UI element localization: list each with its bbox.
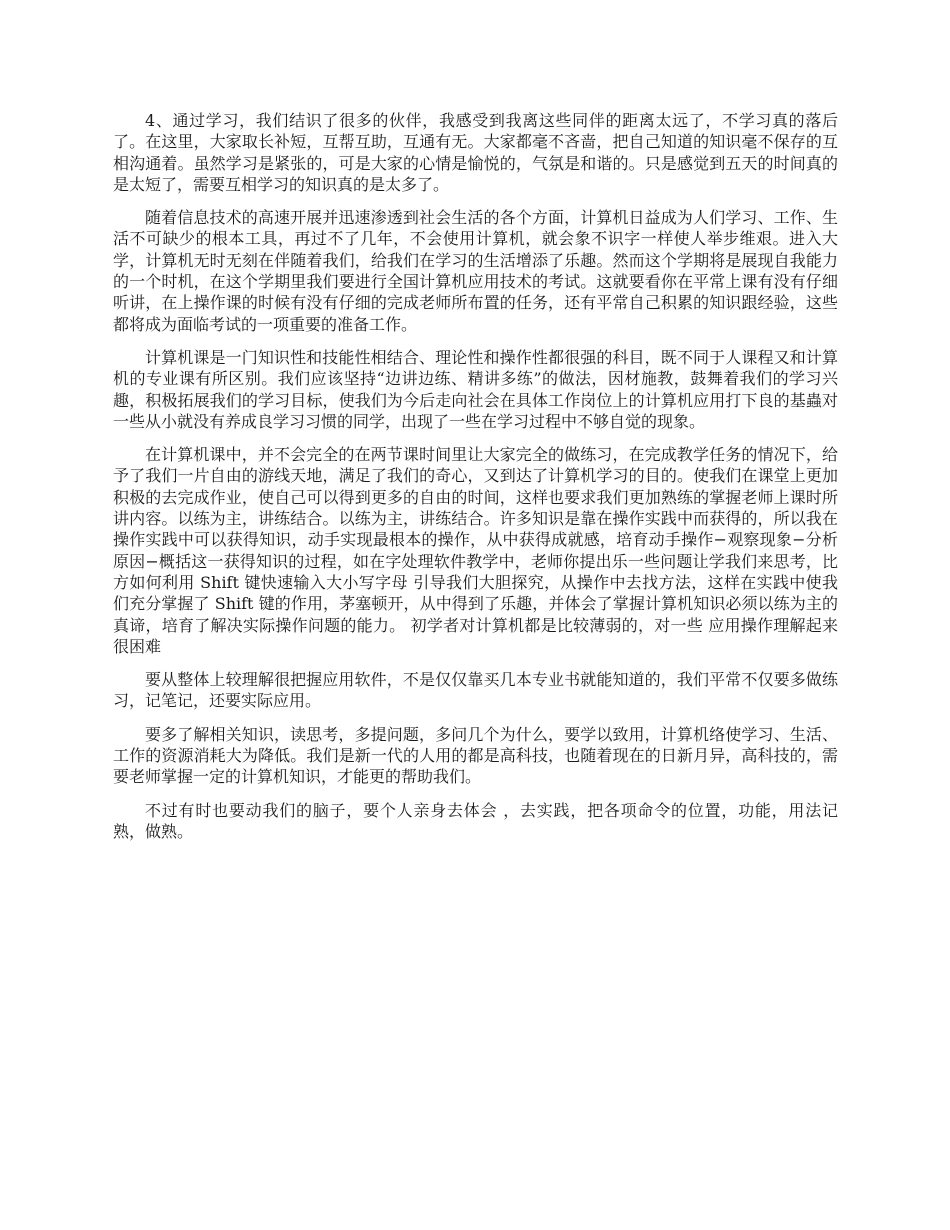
- paragraph: 随着信息技术的高速开展并迅速渗透到社会生活的各个方面，计算机日益成为人们学习、工作、生活不可缺少的根本工具，再过不了几年，不会使用计算机，就会象不识字一样使人举步维艰。进入大学，计算机无时无刻在伴随着我们，给我们在学习的生活增添了乐趣。然而这个学期将是展现自我能力的一个时机，在这个学期里我们要进行全国计算机应用技术的考试。这就要看你在平常上课有没有仔细听讲，在上操作课的时候有没有仔细的完成老师所布置的任务，还有平常自己积累的知识跟经验，这些都将成为面临考试的一项重要的准备工作。: [113, 208, 838, 334]
- paragraph: 在计算机课中，并不会完全的在两节课时间里让大家完全的做练习，在完成教学任务的情况下，给予了我们一片自由的游线天地，满足了我们的奇心，又到达了计算机学习的目的。使我们在课堂上更加积极的去完成作业，使自己可以得到更多的自由的时间，这样也要求我们更加熟练的掌握老师上课时所讲内容。以练为主，讲练结合。以练为主，讲练结合。许多知识是靠在操作实践中而获得的，所以我在操作实践中可以获得知识，动手实现最根本的操作，从中获得成就感，培育动手操作−观察现象−分析原因−概括这一获得知识的过程，如在字处理软件教学中，老师你提出乐一些问题让学我们来思考，比方如何利用 Shift 键快速输入大小写字母 引导我们大胆探究，从操作中去找方法，这样在实践中使我们充分掌握了 Shift 键的作用，茅塞顿开，从中得到了乐趣，并体会了掌握计算机知识必须以练为主的真谛，培育了解决实际操作问题的能力。 初学者对计算机都是比较薄弱的，对一些 应用操作理解起来很困难: [113, 445, 838, 656]
- paragraph: 要多了解相关知识，读思考，多提问题，多问几个为什么，要学以致用，计算机络使学习、生活、工作的资源消耗大为降低。我们是新一代的人用的都是高科技，也随着现在的日新月异，高科技的，需要老师掌握一定的计算机知识，才能更的帮助我们。: [113, 724, 838, 787]
- paragraph: 计算机课是一门知识性和技能性相结合、理论性和操作性都很强的科目，既不同于人课程又和计算机的专业课有所区别。我们应该坚持“边讲边练、精讲多练”的做法，因材施教，鼓舞着我们的学习兴趣，积极拓展我们的学习目标，使我们为今后走向社会在具体工作岗位上的计算机应用打下良的基蟲对一些从小就没有养成良学习习惯的同学，出现了一些在学习过程中不够自觉的现象。: [113, 347, 838, 431]
- paragraph: 要从整体上较理解很把握应用软件，不是仅仅靠买几本专业书就能知道的，我们平常不仅要多做练习，记笔记，还要实际应用。: [113, 670, 838, 711]
- paragraph: 4、通过学习，我们结识了很多的伙伴，我感受到我离这些同伴的距离太远了，不学习真的落后了。在这里，大家取长补短，互帮互助，互通有无。大家都毫不吝啬，把自己知道的知识毫不保存的互相沟通着。虽然学习是紧张的，可是大家的心情是愉悦的，气氛是和谐的。只是感觉到五天的时间真的是太短了，需要互相学习的知识真的是太多了。: [113, 111, 838, 194]
- document-page: [113, 110, 838, 842]
- paragraph: 不过有时也要动我们的脑子，要个人亲身去体会 ，去实践，把各项命令的位置，功能，用法记熟，做熟。: [113, 800, 838, 841]
